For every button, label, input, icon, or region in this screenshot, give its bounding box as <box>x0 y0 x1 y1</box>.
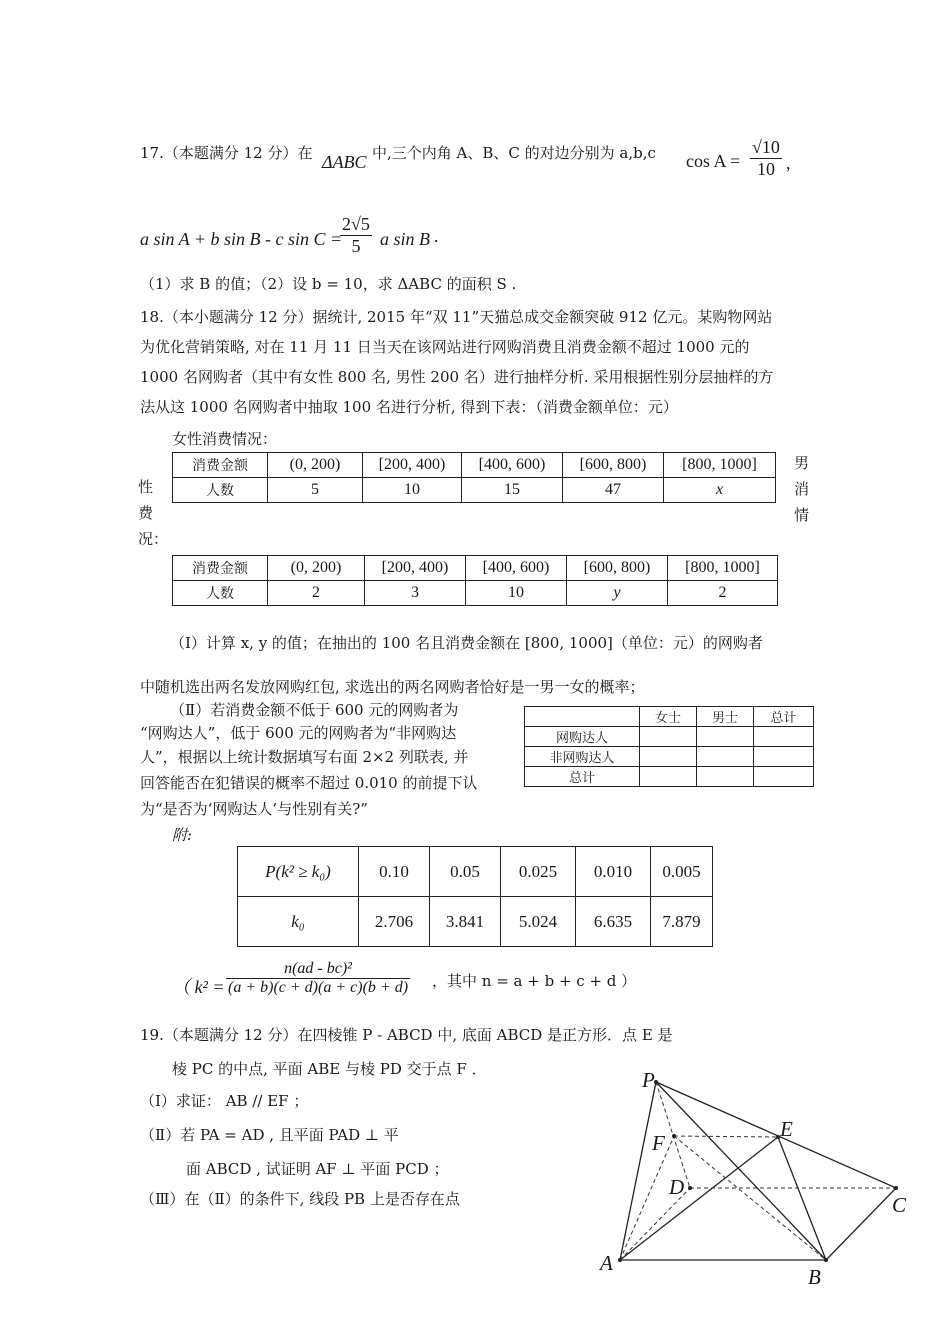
q17-eq-lhs: a sin A + b sin B - c sin C = <box>140 229 343 249</box>
formula-num: n(ad - bc)² <box>226 960 410 979</box>
edge-FE <box>674 1136 778 1137</box>
table-cell: [400, 600) <box>466 556 567 581</box>
label-P: P <box>642 1068 655 1092</box>
q19-l3: （Ⅰ）求证： AB // EF ； <box>140 1092 309 1110</box>
table-cell: 15 <box>462 478 563 503</box>
q17-line1-mid: 中,三个内角 A、B、C 的对边分别为 a,b,c <box>372 144 656 162</box>
table-cell: 2 <box>668 581 778 606</box>
table-cell: 0.05 <box>430 847 501 897</box>
formula-frac <box>226 960 410 997</box>
formula-rhs: ，其中 n = a + b + c + d ） <box>432 972 637 990</box>
table-row <box>173 453 776 478</box>
table-cell: 非网购达人 <box>525 747 640 767</box>
table-cell: 2 <box>268 581 365 606</box>
q18-p2: 为优化营销策略, 对在 11 月 11 日当天在该网站进行网购消费且消费金额不超过 1000 元的 <box>140 338 750 356</box>
table-cell: 47 <box>563 478 664 503</box>
table-cell: 男士 <box>697 707 754 727</box>
pyramid-figure <box>590 1060 920 1290</box>
table-cell: 人数 <box>173 478 268 503</box>
q17-cos-frac <box>750 137 782 180</box>
edge-PB <box>656 1082 826 1260</box>
q17-eq-num: 2√5 <box>342 214 370 234</box>
table-cell: 5 <box>268 478 363 503</box>
q18-p3: 1000 名网购者（其中有女性 800 名, 男性 200 名）进行抽样分析. 采用根据性别分层抽样的方 <box>140 368 774 386</box>
table-cell: 7.879 <box>651 897 713 947</box>
q18-part1-a: （Ⅰ）计算 x, y 的值；在抽出的 100 名且消费金额在 [800, 1000]（单位：元）的网购者 <box>170 634 763 652</box>
label-D: D <box>669 1175 685 1199</box>
q18-female-label: 女性消费情况： <box>172 430 278 448</box>
table-cell: 网购达人 <box>525 727 640 747</box>
male-label-right-3: 情 <box>794 506 810 524</box>
q17-cos-lhs: cos A = <box>686 151 741 171</box>
q17-cos-num: √10 <box>752 137 780 157</box>
q18-part2-3: 人”，根据以上统计数据填写右面 2×2 列联表, 并 <box>140 748 469 766</box>
edge-PC <box>656 1082 896 1188</box>
table-cell <box>525 707 640 727</box>
table-row <box>525 707 814 727</box>
table-cell: 0.010 <box>576 847 651 897</box>
label-C: C <box>892 1193 907 1217</box>
table-cell: 3 <box>365 581 466 606</box>
table-cell: 0.10 <box>359 847 430 897</box>
q19-l4: （Ⅱ）若 PA = AD , 且平面 PAD ⊥ 平 <box>140 1126 399 1144</box>
q18-part2-1: （Ⅱ）若消费金额不低于 600 元的网购者为 <box>170 701 459 719</box>
table-cell: 总计 <box>754 707 814 727</box>
male-label-right-1: 男 <box>794 454 810 472</box>
table-cell: [800, 1000] <box>664 453 776 478</box>
edge-AF <box>620 1136 674 1260</box>
q18-part2-2: “网购达人”，低于 600 元的网购者为“非网购达 <box>140 724 457 742</box>
label-E: E <box>780 1117 793 1141</box>
edge-BE <box>778 1137 826 1260</box>
q18-part2-5: 为“是否为‘网购达人’与性别有关?” <box>140 800 368 818</box>
table-k <box>237 846 713 947</box>
table-cell: 0.025 <box>501 847 576 897</box>
table-cell: 消费金额 <box>173 556 268 581</box>
male-label-left-1: 性 <box>138 478 154 496</box>
q17-subq: （1）求 B 的值；（2）设 b = 10，求 ΔABC 的面积 S . <box>140 275 517 293</box>
male-label-left-2: 费 <box>138 504 154 522</box>
table-row <box>173 556 778 581</box>
table-cell: y <box>567 581 668 606</box>
table-row <box>238 847 713 897</box>
table-cell: 6.635 <box>576 897 651 947</box>
table-cell: 0.005 <box>651 847 713 897</box>
table-cell: k₀ <box>238 897 359 947</box>
q17-line1: 17.（本题满分 12 分）在 <box>140 144 313 162</box>
table-cell: [600, 800) <box>567 556 668 581</box>
q17-cos-den: 10 <box>756 159 775 179</box>
q19-l6: （Ⅲ）在（Ⅱ）的条件下, 线段 PB 上是否存在点 <box>140 1190 460 1208</box>
table-row <box>173 581 778 606</box>
formula-den: (a + b)(c + d)(a + c)(b + d) <box>228 979 409 996</box>
q17-eq-rhs: a sin B <box>380 229 431 249</box>
table-row <box>238 897 713 947</box>
q19-l5: 面 ABCD , 试证明 AF ⊥ 平面 PCD ； <box>186 1160 449 1178</box>
formula-lhs: （ k² = <box>172 977 225 997</box>
q18-appendix: 附: <box>172 826 193 844</box>
table-cell: x <box>664 478 776 503</box>
table-cell: P(k² ≥ k₀) <box>238 847 359 897</box>
q18-part2-4: 回答能否在犯错误的概率不超过 0.010 的前提下认 <box>140 774 478 792</box>
table-cell: 女士 <box>640 707 697 727</box>
table-cell: 10 <box>363 478 462 503</box>
table-2x2 <box>524 706 814 787</box>
table-cell: 5.024 <box>501 897 576 947</box>
table-cell: 总计 <box>525 767 640 787</box>
table-cell: 消费金额 <box>173 453 268 478</box>
q19-l1: 19.（本题满分 12 分）在四棱锥 P - ABCD 中, 底面 ABCD 是正方形．点 E 是 <box>140 1026 673 1044</box>
period: . <box>434 226 439 246</box>
table-cell: (0, 200) <box>268 556 365 581</box>
table-cell: [800, 1000] <box>668 556 778 581</box>
edge-FB <box>674 1136 826 1260</box>
table-cell: [200, 400) <box>365 556 466 581</box>
edge-PA <box>620 1082 656 1260</box>
label-B: B <box>808 1265 821 1289</box>
table-row <box>525 767 814 787</box>
table-cell: 3.841 <box>430 897 501 947</box>
label-F: F <box>652 1131 665 1155</box>
male-label-right-2: 消 <box>794 480 810 498</box>
label-A: A <box>600 1251 613 1275</box>
q17-eq-den: 5 <box>351 236 361 256</box>
q19-l2: 棱 PC 的中点, 平面 ABE 与棱 PD 交于点 F ． <box>172 1060 487 1078</box>
q18-p1: 18.（本小题满分 12 分）据统计, 2015 年“双 11”天猫总成交金额突破 912 亿元。某购物网站 <box>140 308 773 326</box>
table-cell: [400, 600) <box>462 453 563 478</box>
table-cell: [600, 800) <box>563 453 664 478</box>
q17-eq-frac <box>340 214 372 257</box>
table-row <box>525 727 814 747</box>
table-cell: 10 <box>466 581 567 606</box>
table-row <box>525 747 814 767</box>
edge-AE <box>620 1137 778 1260</box>
q18-part1-b: 中随机选出两名发放网购红包, 求选出的两名网购者恰好是一男一女的概率； <box>140 678 645 696</box>
table-row <box>173 478 776 503</box>
table-cell: 2.706 <box>359 897 430 947</box>
table-female <box>172 452 776 503</box>
comma: , <box>786 153 791 173</box>
male-label-left-3: 况： <box>138 530 169 548</box>
q17-triangle: ΔABC <box>322 152 367 172</box>
table-male <box>172 555 778 606</box>
table-cell: [200, 400) <box>363 453 462 478</box>
edge-BC <box>826 1188 896 1260</box>
table-cell: 人数 <box>173 581 268 606</box>
q18-p4: 法从这 1000 名网购者中抽取 100 名进行分析, 得到下表：（消费金额单位：元） <box>140 398 678 416</box>
table-cell: (0, 200) <box>268 453 363 478</box>
